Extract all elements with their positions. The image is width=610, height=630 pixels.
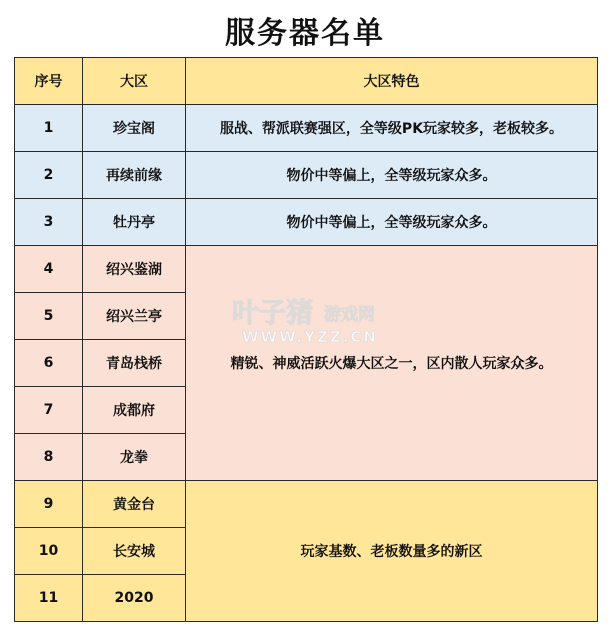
server-table [14, 57, 598, 622]
row-number: 5 [15, 293, 83, 340]
table-row [15, 246, 598, 293]
row-number: 2 [15, 152, 83, 199]
table-row [15, 152, 598, 199]
row-number: 9 [15, 481, 83, 528]
row-feature: 服战、帮派联赛强区，全等级PK玩家较多，老板较多。 [186, 105, 598, 152]
table-header-row [15, 58, 598, 105]
row-region-name: 绍兴兰亭 [83, 293, 186, 340]
table-row [15, 105, 598, 152]
row-region-name: 牡丹亭 [83, 199, 186, 246]
row-region-name: 珍宝阁 [83, 105, 186, 152]
header-feature: 大区特色 [186, 58, 598, 105]
watermark-main: 叶子猪 [232, 298, 313, 329]
row-region-name: 再续前缘 [83, 152, 186, 199]
table-row [15, 199, 598, 246]
row-region-name: 2020 [83, 575, 186, 622]
row-feature-merged: 玩家基数、老板数量多的新区 [186, 481, 598, 622]
row-region-name: 龙拳 [83, 434, 186, 481]
row-region-name: 长安城 [83, 528, 186, 575]
header-no: 序号 [15, 58, 83, 105]
row-number: 1 [15, 105, 83, 152]
row-feature-merged: 精锐、神威活跃火爆大区之一，区内散人玩家众多。 [186, 246, 598, 481]
watermark-sub: 游戏网 [324, 305, 375, 325]
row-region-name: 青岛栈桥 [83, 340, 186, 387]
row-region-name: 成都府 [83, 387, 186, 434]
row-number: 8 [15, 434, 83, 481]
row-region-name: 黄金台 [83, 481, 186, 528]
row-region-name: 绍兴鉴湖 [83, 246, 186, 293]
row-number: 4 [15, 246, 83, 293]
row-number: 3 [15, 199, 83, 246]
page-title: 服务器名单 [225, 16, 385, 51]
table-row [15, 481, 598, 528]
row-number: 11 [15, 575, 83, 622]
row-number: 6 [15, 340, 83, 387]
header-region: 大区 [83, 58, 186, 105]
row-feature: 物价中等偏上，全等级玩家众多。 [186, 152, 598, 199]
row-feature: 物价中等偏上，全等级玩家众多。 [186, 199, 598, 246]
row-number: 10 [15, 528, 83, 575]
watermark-url: WWW.YZZ.CN [242, 328, 378, 346]
row-number: 7 [15, 387, 83, 434]
